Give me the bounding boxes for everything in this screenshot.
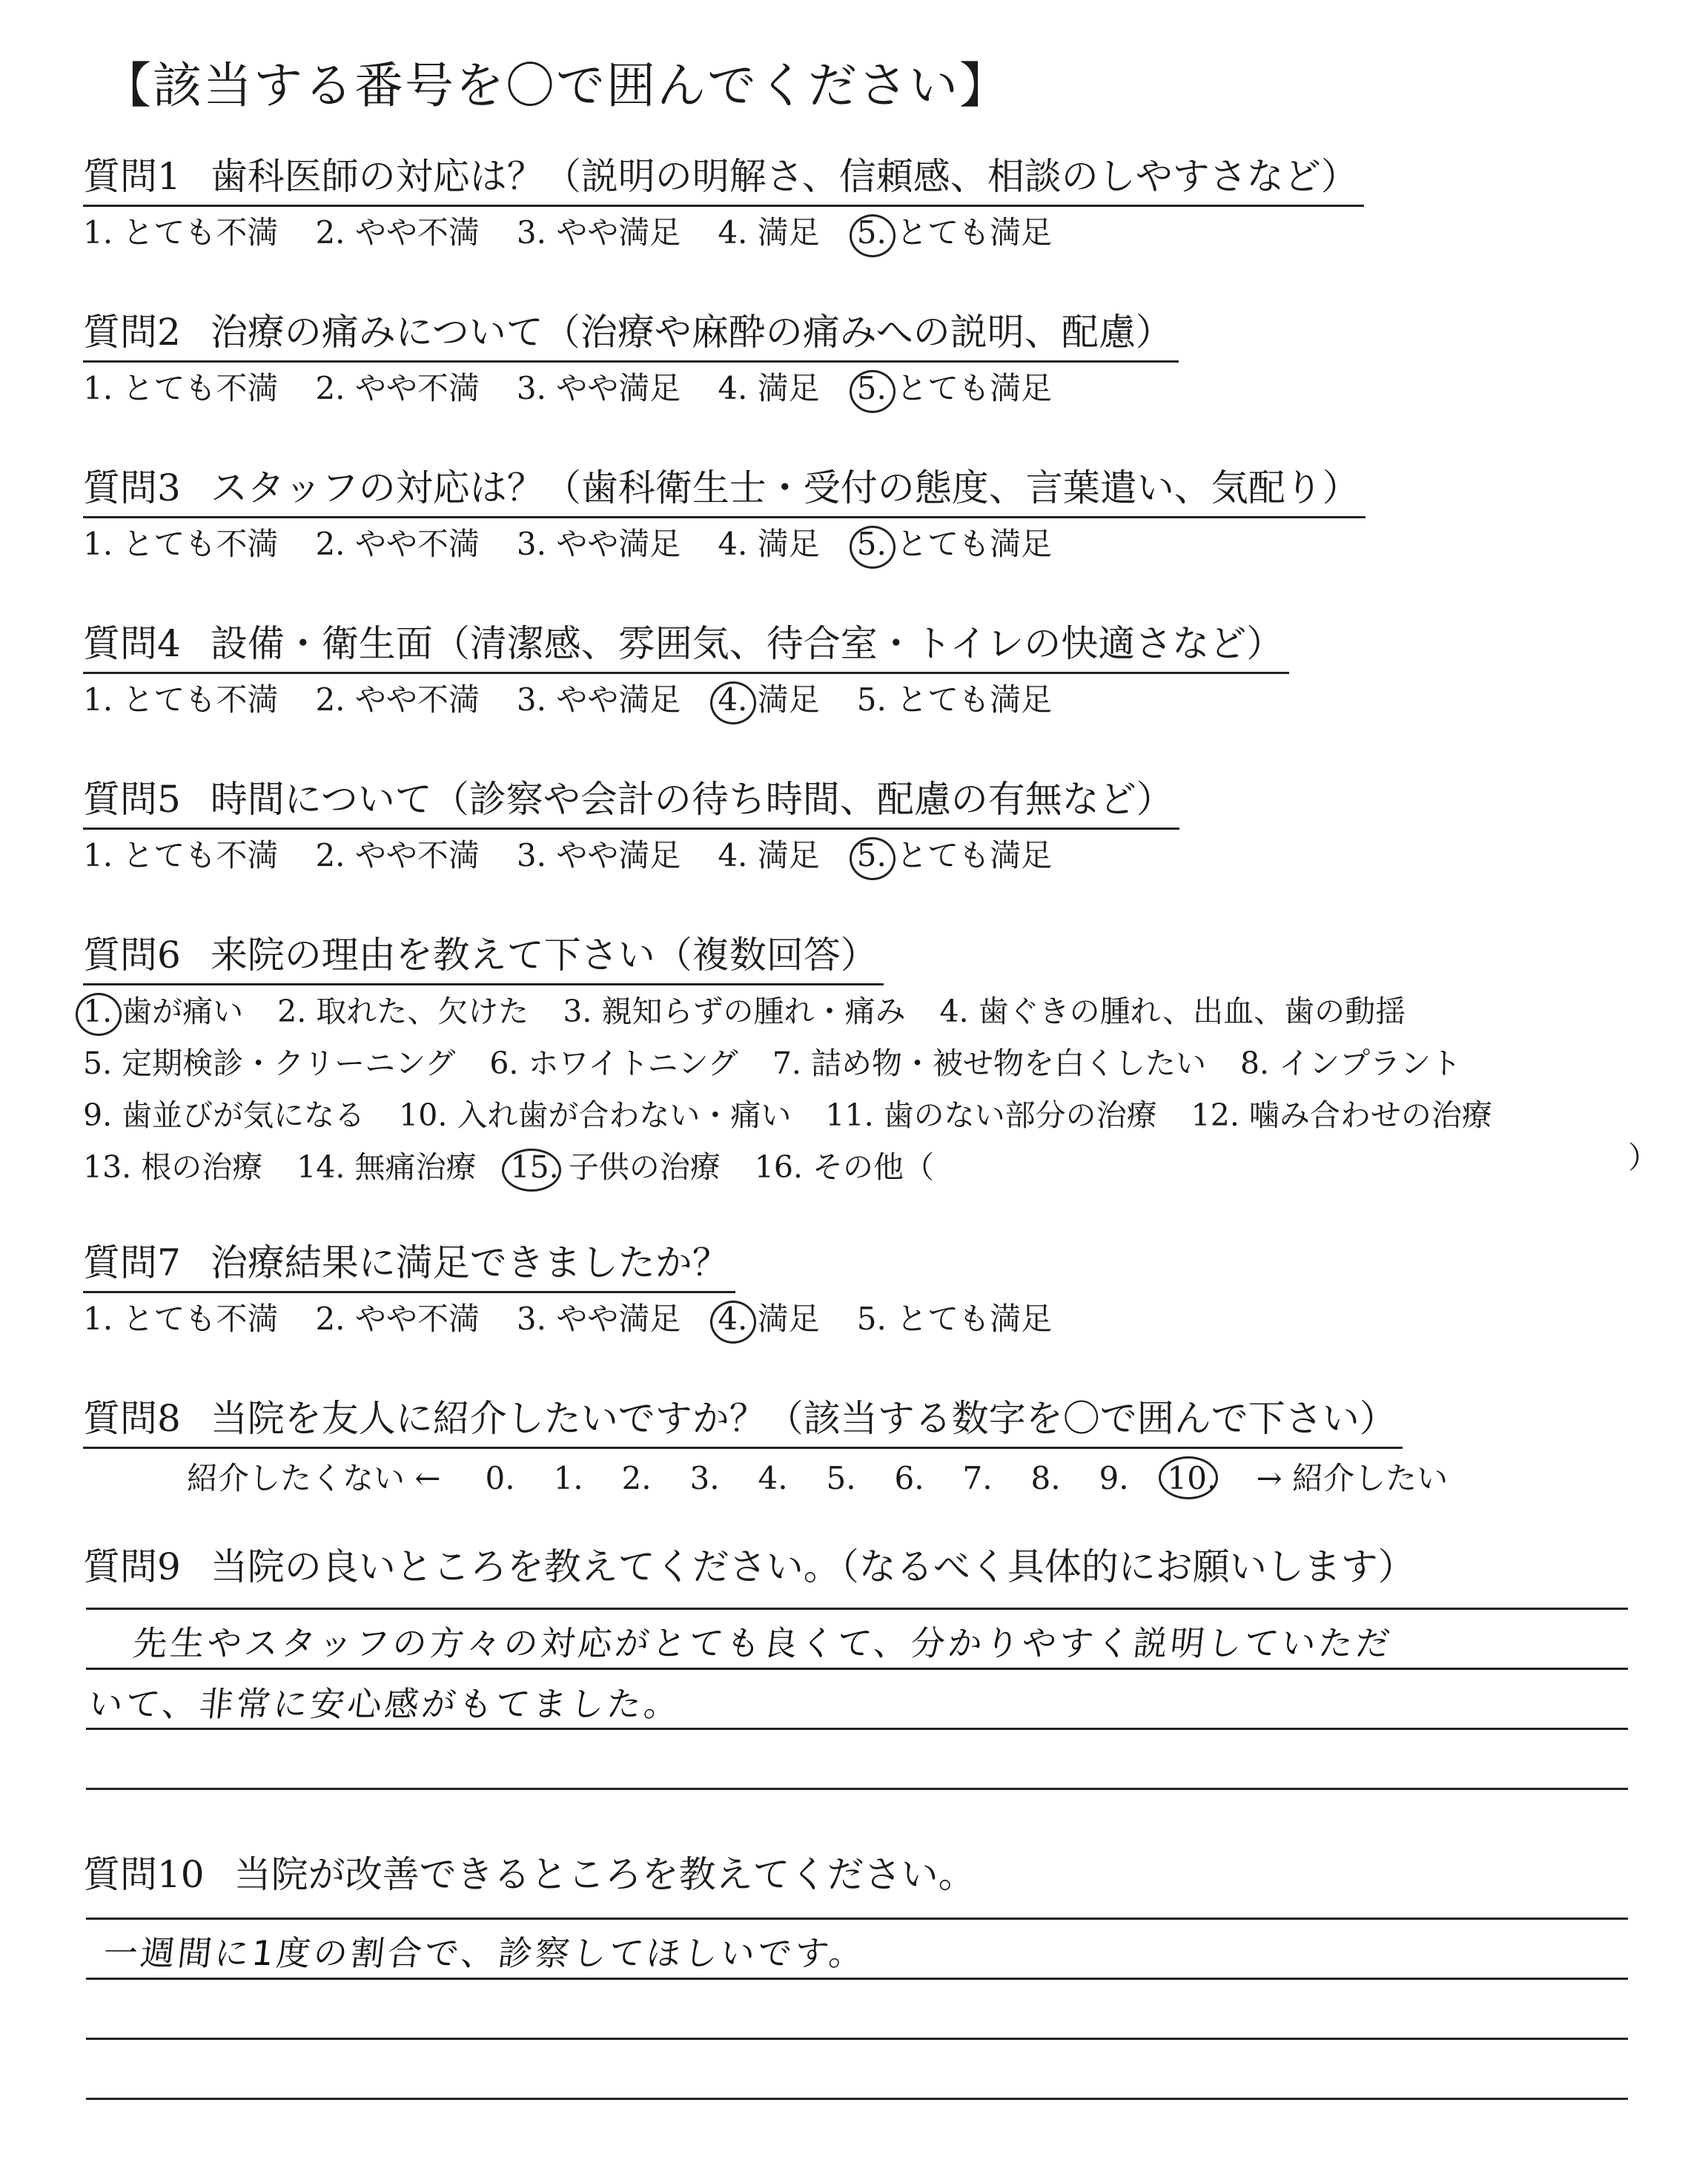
question-label: 質問5 [83, 778, 181, 821]
reason-option[interactable]: 8. インプラント [1239, 1046, 1462, 1081]
option-3[interactable]: 3. やや満足 [516, 370, 681, 406]
option-4[interactable]: 4. 満足 [718, 837, 820, 873]
reason-option[interactable]: 7. 詰め物・被せ物を白くしたい [772, 1046, 1206, 1081]
question-text: 当院の良いところを教えてください。（なるべく具体的にお願いします） [210, 1545, 1415, 1588]
question-text: 当院が改善できるところを教えてください。 [234, 1853, 976, 1896]
scale-number[interactable]: 7. [962, 1460, 993, 1496]
option-3[interactable]: 3. やや満足 [516, 214, 681, 251]
question-text: 時間について（診察や会計の待ち時間、配慮の有無など） [210, 778, 1174, 821]
reason-option[interactable]: 12. 噛み合わせの治療 [1191, 1097, 1492, 1133]
option-3[interactable]: 3. やや満足 [516, 837, 681, 873]
option-1[interactable]: 1. とても不満 [83, 526, 279, 562]
option-4[interactable]: 4. 満足 [718, 214, 820, 251]
rating-options [83, 1293, 1089, 1345]
rating-options [83, 518, 1366, 570]
option-3[interactable]: 3. やや満足 [516, 1301, 681, 1337]
question-text: 設備・衛生面（清潔感、雰囲気、待合室・トイレの快適さなど） [210, 622, 1284, 665]
question-text: 当院を友人に紹介したいですか？（該当する数字を〇で囲んで下さい） [210, 1397, 1397, 1440]
question-7 [83, 1235, 1089, 1345]
option-5[interactable]: 5. とても満足 [856, 1301, 1053, 1337]
reason-option[interactable]: 11. 歯のない部分の治療 [825, 1097, 1157, 1133]
scale-number[interactable]: 2. [621, 1460, 652, 1496]
handwritten-answer-q9-line2: いて、非常に安心感がもてました。 [86, 1684, 683, 1724]
page-title: 【該当する番号を〇で囲んでください】 [102, 57, 1010, 114]
rating-options [83, 830, 1179, 882]
question-10 [83, 1846, 982, 1903]
reason-option[interactable]: 10. 入れ歯が合わない・痛い [399, 1097, 792, 1133]
question-label: 質問9 [83, 1545, 181, 1588]
scale-number[interactable]: 0. [485, 1460, 515, 1496]
question-label: 質問1 [83, 155, 181, 198]
question-4 [83, 615, 1289, 726]
option-1[interactable]: 1. とても不満 [83, 1301, 279, 1337]
option-4[interactable]: 4. 満足 [718, 370, 820, 406]
reason-option[interactable]: 6. ホワイトニング [489, 1046, 738, 1081]
option-2[interactable]: 2. やや不満 [315, 370, 480, 406]
question-label: 質問3 [83, 466, 181, 509]
recommend-scale [187, 1449, 1448, 1508]
option-2[interactable]: 2. やや不満 [315, 681, 480, 718]
handwritten-answer-q9-line1: 先生やスタッフの方々の対応がとても良くて、分かりやすく説明していただ [130, 1623, 1395, 1663]
option-2[interactable]: 2. やや不満 [315, 837, 480, 873]
scale-number[interactable]: 4. [758, 1460, 788, 1496]
reason-option[interactable]: 15. 子供の治療 [511, 1141, 721, 1193]
question-label: 質問10 [83, 1853, 205, 1896]
question-label: 質問8 [83, 1397, 181, 1440]
reason-option[interactable]: 1. 歯が痛い [83, 985, 243, 1037]
question-3 [83, 460, 1366, 570]
scale-number[interactable]: 10. [1168, 1449, 1257, 1508]
question-label: 質問2 [83, 311, 181, 354]
option-4[interactable]: 4. 満足 [718, 674, 819, 726]
question-text: スタッフの対応は？（歯科衛生士・受付の態度、言葉遣い、気配り） [210, 466, 1360, 509]
question-text: 歯科医師の対応は？（説明の明解さ、信頼感、相談のしやすさなど） [210, 155, 1358, 198]
question-2 [83, 304, 1179, 415]
question-1 [83, 148, 1364, 259]
reason-option-other[interactable]: 16. その他（ [754, 1149, 934, 1185]
question-text: 治療結果に満足できましたか？ [210, 1241, 729, 1284]
option-3[interactable]: 3. やや満足 [516, 526, 681, 562]
question-6 [83, 927, 1526, 1193]
option-1[interactable]: 1. とても不満 [83, 370, 279, 406]
question-label: 質問4 [83, 622, 181, 665]
handwritten-answer-q10: 一週間に1度の割合で、診察してほしいです。 [101, 1933, 869, 1973]
reason-option[interactable]: 14. 無痛治療 [297, 1149, 477, 1185]
rating-options [83, 363, 1179, 415]
option-5[interactable]: 5. とても満足 [857, 207, 1052, 259]
option-5[interactable]: 5. とても満足 [857, 518, 1052, 570]
scale-right-label: → 紹介したい [1256, 1460, 1449, 1496]
option-2[interactable]: 2. やや不満 [315, 1301, 480, 1337]
question-text: 来院の理由を教えて下さい（複数回答） [210, 934, 878, 977]
option-2[interactable]: 2. やや不満 [315, 214, 480, 251]
reason-option[interactable]: 4. 歯ぐきの腫れ、出血、歯の動揺 [939, 994, 1406, 1029]
option-4[interactable]: 4. 満足 [718, 526, 820, 562]
scale-left-label: 紹介したくない ← [187, 1460, 441, 1496]
question-label: 質問6 [83, 934, 181, 977]
reason-option[interactable]: 2. 取れた、欠けた [277, 994, 529, 1029]
reason-options [83, 985, 1526, 1193]
scale-number[interactable]: 1. [553, 1460, 583, 1496]
rating-options [83, 674, 1289, 726]
option-3[interactable]: 3. やや満足 [516, 681, 681, 718]
option-5[interactable]: 5. とても満足 [857, 830, 1052, 882]
option-2[interactable]: 2. やや不満 [315, 526, 480, 562]
question-label: 質問7 [83, 1241, 181, 1284]
other-paren-close: ） [1628, 1140, 1658, 1175]
option-1[interactable]: 1. とても不満 [83, 681, 279, 718]
option-5[interactable]: 5. とても満足 [857, 363, 1052, 415]
scale-number[interactable]: 8. [1030, 1460, 1061, 1496]
scale-number[interactable]: 5. [826, 1460, 856, 1496]
reason-option[interactable]: 13. 根の治療 [83, 1149, 263, 1185]
reason-option[interactable]: 3. 親知らずの腫れ・痛み [563, 994, 906, 1029]
question-8 [83, 1390, 1448, 1508]
option-1[interactable]: 1. とても不満 [83, 214, 279, 251]
option-5[interactable]: 5. とても満足 [856, 681, 1053, 718]
question-5 [83, 771, 1179, 882]
question-text: 治療の痛みについて（治療や麻酔の痛みへの説明、配慮） [210, 311, 1173, 354]
option-4[interactable]: 4. 満足 [718, 1293, 819, 1345]
option-1[interactable]: 1. とても不満 [83, 837, 279, 873]
scale-number[interactable]: 3. [689, 1460, 720, 1496]
rating-options [83, 207, 1364, 259]
reason-option[interactable]: 5. 定期検診・クリーニング [83, 1046, 456, 1081]
scale-number[interactable]: 6. [894, 1460, 924, 1496]
reason-option[interactable]: 9. 歯並びが気になる [83, 1097, 365, 1133]
scale-number[interactable]: 9. [1099, 1460, 1129, 1496]
question-9 [83, 1539, 1421, 1595]
